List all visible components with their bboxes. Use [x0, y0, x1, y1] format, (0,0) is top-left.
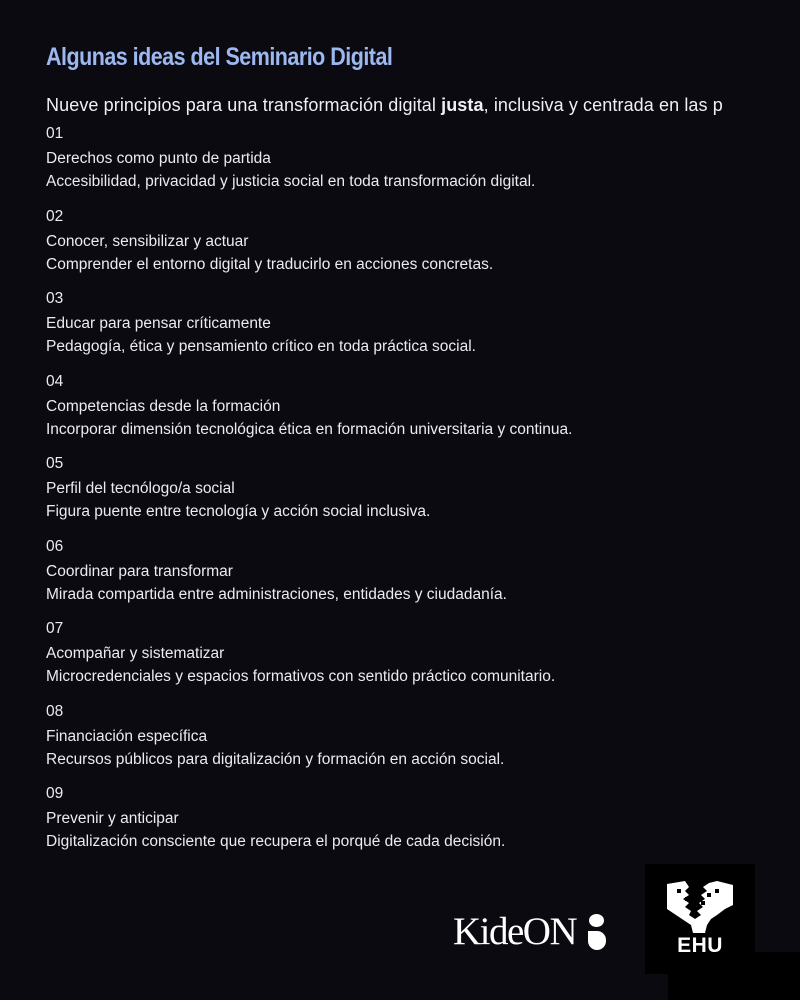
principle-number: 03 [46, 290, 64, 307]
principle-number: 01 [46, 125, 64, 142]
ehu-logo-text: EHU [677, 934, 723, 957]
principle-number: 05 [46, 455, 64, 472]
principle-description: Pedagogía, ética y pensamiento crítico en toda práctica social. [46, 338, 476, 355]
principle-heading: Educar para pensar críticamente [46, 315, 271, 332]
principle-description: Comprender el entorno digital y traducirlo en acciones concretas. [46, 255, 494, 273]
principle-number: 06 [46, 537, 64, 555]
principle-item [46, 124, 786, 204]
principle-description: Incorporar dimensión tecnológica ética en formación universitaria y continua. [46, 420, 573, 438]
principle-item [46, 207, 786, 287]
principle-item [46, 784, 786, 864]
principle-item [46, 372, 786, 452]
subtitle-text-start: Nueve principios para una transformación digital [46, 95, 442, 115]
page-title: Algunas ideas del Seminario Digital [46, 43, 393, 71]
kideon-semicolon-icon [588, 914, 606, 950]
principle-heading: Acompañar y sistematizar [46, 645, 225, 662]
principle-number: 07 [46, 620, 64, 637]
kideon-logo-text: KideON [453, 910, 577, 953]
principle-description: Figura puente entre tecnología y acción social inclusiva. [46, 503, 431, 520]
subtitle-text-end: , inclusiva y centrada en las p [483, 95, 723, 115]
principle-description: Mirada compartida entre administraciones, entidades y ciudadanía. [46, 585, 507, 603]
principle-heading: Coordinar para transformar [46, 562, 233, 580]
principle-heading: Financiación específica [46, 727, 208, 745]
principle-number: 04 [46, 372, 64, 390]
principle-item [46, 702, 786, 782]
kideon-logo [453, 912, 606, 951]
principle-item [46, 537, 786, 617]
principle-description: Microcredenciales y espacios formativos con sentido práctico comunitario. [46, 668, 556, 685]
principle-heading: Prevenir y anticipar [46, 810, 179, 827]
principle-heading: Derechos como punto de partida [46, 150, 271, 167]
principle-heading: Competencias desde la formación [46, 397, 281, 415]
principle-item [46, 619, 786, 699]
principle-number: 09 [46, 785, 64, 802]
principle-heading: Perfil del tecnólogo/a social [46, 480, 235, 497]
principle-number: 08 [46, 702, 64, 720]
principle-description: Accesibilidad, privacidad y justicia social en toda transformación digital. [46, 173, 536, 190]
ehu-emblem-icon [667, 881, 733, 933]
principle-item [46, 454, 786, 534]
principle-description: Recursos públicos para digitalización y formación en acción social. [46, 750, 505, 768]
subtitle-emphasis: justa [441, 95, 484, 115]
principle-item [46, 289, 786, 369]
page-subtitle [46, 95, 723, 116]
ehu-logo [645, 864, 755, 974]
principle-number: 02 [46, 207, 64, 225]
principle-description: Digitalización consciente que recupera el porqué de cada decisión. [46, 833, 506, 850]
principle-heading: Conocer, sensibilizar y actuar [46, 232, 249, 250]
